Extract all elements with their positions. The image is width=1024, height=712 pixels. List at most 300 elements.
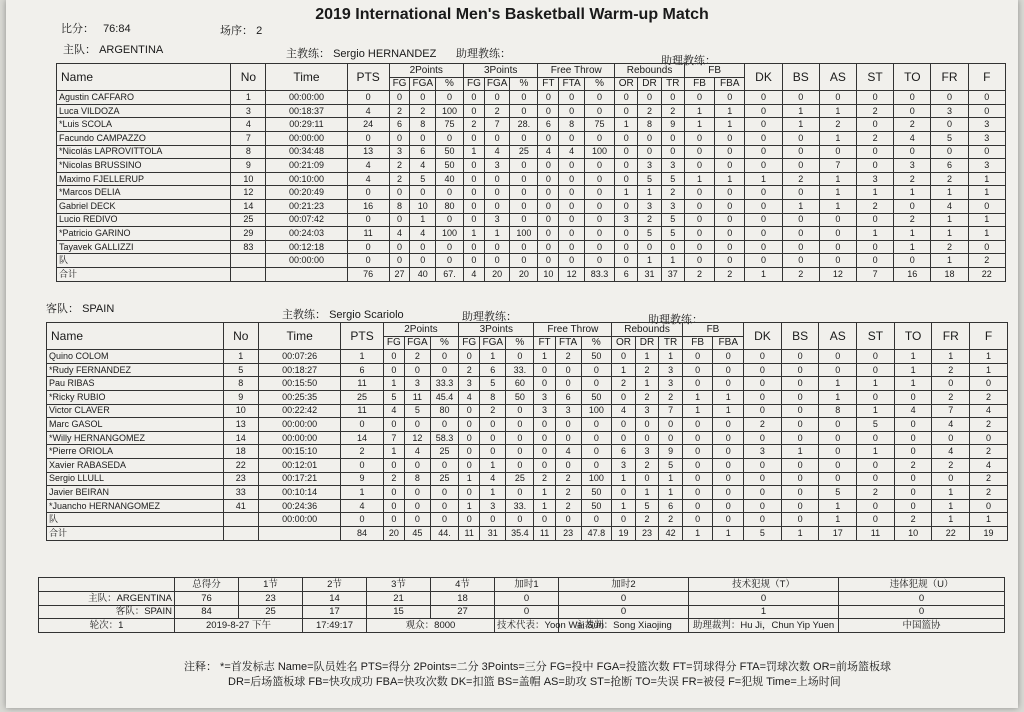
player-name: 合计 [47, 526, 224, 540]
away-coach-name: Sergio Scariolo [329, 309, 404, 321]
stat-cell: 84 [341, 526, 383, 540]
stat-cell: 0 [581, 513, 612, 527]
stat-cell: 14 [223, 431, 258, 445]
stat-cell: 3 [534, 404, 555, 418]
stat-cell: 00:20:49 [266, 186, 347, 200]
player-row [57, 104, 1006, 118]
col-sub-header: % [510, 77, 538, 91]
stat-cell: 19 [970, 526, 1008, 540]
home-coach-label: 主教练： [286, 48, 330, 60]
stat-cell: 80 [430, 404, 458, 418]
stat-cell: 0 [713, 418, 744, 432]
stat-cell: 1 [782, 199, 819, 213]
stat-cell: 0 [819, 145, 856, 159]
stat-cell: 0 [389, 213, 410, 227]
stat-cell: 18 [223, 445, 258, 459]
stat-cell: 0 [538, 172, 559, 186]
stat-cell: 0 [745, 131, 782, 145]
stat-cell: 6 [659, 499, 683, 513]
stat-cell: 0 [819, 363, 857, 377]
stat-cell: 1 [410, 213, 436, 227]
away-team-name: SPAIN [82, 303, 115, 315]
col-sub-header: % [430, 336, 458, 350]
stat-cell: 0 [638, 91, 661, 105]
player-name: Javier BEIRAN [47, 486, 224, 500]
col-fr-header: FR [931, 64, 968, 91]
stat-cell: 41 [223, 499, 258, 513]
stat-cell: 0 [383, 363, 404, 377]
player-name: Tayavek GALLIZZI [57, 240, 231, 254]
stat-cell: 5 [931, 131, 968, 145]
stat-cell: 4 [970, 458, 1008, 472]
stat-cell: 0 [894, 445, 932, 459]
home-coach-line [286, 45, 436, 61]
footer-chief-referee: 主裁判：Song Xiaojing [559, 619, 689, 633]
stat-sheet [6, 0, 1018, 708]
stat-cell: 2 [894, 172, 931, 186]
stat-cell: 25 [510, 145, 538, 159]
home-team-name: ARGENTINA [99, 44, 164, 56]
summary-header: 加时1 [495, 578, 559, 592]
col-sub-header: FGA [480, 336, 506, 350]
col-sub-header: FT [534, 336, 555, 350]
stat-cell: 00:15:50 [258, 377, 340, 391]
stat-cell: 0 [715, 227, 745, 241]
stat-cell: 0 [745, 199, 782, 213]
summary-value: 0 [559, 591, 689, 605]
stat-cell: 1 [682, 526, 713, 540]
stat-cell: 0 [510, 213, 538, 227]
stat-cell: 80 [436, 199, 464, 213]
stat-cell: 1 [612, 499, 636, 513]
stat-cell: 0 [506, 431, 534, 445]
stat-cell: 0 [484, 199, 510, 213]
stat-cell: 3 [968, 118, 1005, 132]
stat-cell: 100 [436, 227, 464, 241]
stat-cell: 0 [781, 472, 819, 486]
stat-cell: 0 [410, 91, 436, 105]
stat-cell: 5 [661, 172, 684, 186]
stat-cell: 1 [968, 172, 1005, 186]
stat-cell: 0 [857, 458, 895, 472]
stat-cell: 0 [389, 254, 410, 268]
player-row [47, 526, 1008, 540]
stat-cell: 2 [555, 472, 581, 486]
stat-cell: 1 [383, 377, 404, 391]
stat-cell: 0 [894, 199, 931, 213]
stat-cell: 1 [684, 118, 714, 132]
stat-cell: 0 [484, 172, 510, 186]
stat-cell: 0 [538, 213, 559, 227]
stat-cell: 0 [534, 363, 555, 377]
stat-cell: 1 [932, 486, 970, 500]
stat-cell [231, 267, 266, 281]
stat-cell: 0 [404, 458, 430, 472]
stat-cell: 0 [430, 418, 458, 432]
stat-cell: 6 [555, 390, 581, 404]
summary-row [39, 591, 1005, 605]
stat-cell: 0 [584, 159, 614, 173]
stat-cell: 0 [555, 458, 581, 472]
summary-value: 14 [303, 591, 367, 605]
stat-cell: 40 [410, 267, 436, 281]
stat-cell: 3 [968, 159, 1005, 173]
home-boxscore-table [56, 63, 1006, 282]
summary-value: 1 [689, 605, 839, 619]
stat-cell: 1 [684, 172, 714, 186]
stat-cell: 0 [684, 131, 714, 145]
stat-cell: 0 [510, 240, 538, 254]
stat-cell: 11 [857, 526, 895, 540]
summary-header: 加时2 [559, 578, 689, 592]
stat-cell: 0 [534, 431, 555, 445]
stat-cell: 3 [857, 172, 894, 186]
stat-cell: 0 [857, 145, 894, 159]
stat-cell: 83.3 [584, 267, 614, 281]
stat-cell: 1 [231, 91, 266, 105]
stat-cell: 1 [894, 186, 931, 200]
col-f-header: F [968, 64, 1005, 91]
stat-cell: 6 [480, 363, 506, 377]
stat-cell: 2 [661, 104, 684, 118]
stat-cell: 0 [510, 254, 538, 268]
summary-corner [39, 578, 175, 592]
away-coach-line [282, 306, 404, 322]
stat-cell: 1 [463, 227, 484, 241]
stat-cell: 0 [782, 254, 819, 268]
stat-cell: 0 [615, 145, 638, 159]
stat-cell: 16 [894, 267, 931, 281]
stat-cell: 0 [894, 431, 932, 445]
stat-cell: 25 [430, 472, 458, 486]
stat-cell: 1 [970, 513, 1008, 527]
stat-cell: 1 [659, 472, 683, 486]
stat-cell: 1 [684, 104, 714, 118]
stat-cell: 1 [970, 350, 1008, 364]
player-name: Victor CLAVER [47, 404, 224, 418]
stat-cell: 2 [968, 254, 1005, 268]
stat-cell: 0 [615, 159, 638, 173]
col-sub-header: TR [661, 77, 684, 91]
footer-time: 17:49:17 [303, 619, 367, 633]
stat-cell: 1 [659, 486, 683, 500]
stat-cell: 0 [506, 458, 534, 472]
stat-cell: 1 [341, 350, 383, 364]
stat-cell: 00:00:00 [266, 254, 347, 268]
stat-cell: 1 [819, 390, 857, 404]
stat-cell: 0 [661, 131, 684, 145]
stat-cell: 31 [480, 526, 506, 540]
stat-cell: 0 [682, 377, 713, 391]
col-group-header: 2Points [383, 323, 458, 337]
home-assistant2-label: 助理教练： [661, 55, 716, 67]
player-name: Lucio REDIVO [57, 213, 231, 227]
stat-cell: 25 [506, 472, 534, 486]
stat-cell: 0 [555, 431, 581, 445]
stat-cell: 0 [931, 91, 968, 105]
stat-cell: 0 [538, 91, 559, 105]
stat-cell: 14 [231, 199, 266, 213]
stat-cell: 7 [231, 131, 266, 145]
stat-cell: 2 [782, 172, 819, 186]
stat-cell: 5 [223, 363, 258, 377]
stat-cell: 45 [404, 526, 430, 540]
stat-cell: 2 [970, 418, 1008, 432]
col-fr-header: FR [932, 323, 970, 350]
stat-cell: 0 [744, 404, 782, 418]
stat-cell: 8 [559, 118, 585, 132]
stat-cell: 0 [559, 172, 585, 186]
col-no-header: No [231, 64, 266, 91]
stat-cell: 60 [506, 377, 534, 391]
stat-cell: 2 [635, 513, 659, 527]
stat-cell: 4 [932, 445, 970, 459]
stat-cell: 3 [480, 499, 506, 513]
stat-cell: 12 [404, 431, 430, 445]
stat-cell: 3 [744, 445, 782, 459]
col-group-header: Rebounds [615, 64, 685, 78]
stat-cell: 1 [781, 445, 819, 459]
stat-cell: 100 [436, 104, 464, 118]
stat-cell: 0 [781, 513, 819, 527]
stat-cell: 3 [635, 404, 659, 418]
stat-cell: 0 [584, 186, 614, 200]
stat-cell: 5 [659, 458, 683, 472]
stat-cell: 1 [819, 377, 857, 391]
stat-cell: 33.3 [430, 377, 458, 391]
stat-cell: 2 [894, 213, 931, 227]
stat-cell: 1 [932, 350, 970, 364]
game-number-value: 2 [256, 25, 263, 37]
stat-cell: 18 [931, 267, 968, 281]
home-coach-name: Sergio HERNANDEZ [333, 48, 437, 60]
player-row [47, 377, 1008, 391]
stat-cell: 0 [715, 254, 745, 268]
stat-cell: 0 [581, 445, 612, 459]
player-row [47, 363, 1008, 377]
stat-cell: 0 [612, 431, 636, 445]
stat-cell: 0 [559, 227, 585, 241]
stat-cell: 8 [231, 145, 266, 159]
stat-cell: 5 [661, 227, 684, 241]
stat-cell: 25 [231, 213, 266, 227]
stat-cell: 0 [612, 350, 636, 364]
stat-cell: 2 [389, 172, 410, 186]
col-dk-header: DK [744, 323, 782, 350]
stat-cell: 0 [857, 499, 895, 513]
stat-cell: 37 [661, 267, 684, 281]
stat-cell: 3 [534, 390, 555, 404]
stat-cell: 1 [661, 254, 684, 268]
stat-cell: 50 [581, 350, 612, 364]
stat-cell [266, 267, 347, 281]
stat-cell: 0 [559, 131, 585, 145]
stat-cell: 0 [782, 186, 819, 200]
player-row [47, 404, 1008, 418]
stat-cell: 0 [684, 91, 714, 105]
stat-cell: 0 [894, 104, 931, 118]
stat-cell: 12 [819, 267, 856, 281]
stat-cell: 00:12:01 [258, 458, 340, 472]
stat-cell: 4 [341, 499, 383, 513]
stat-cell: 00:17:21 [258, 472, 340, 486]
stat-cell: 0 [506, 486, 534, 500]
stat-cell: 00:00:00 [266, 131, 347, 145]
stat-cell: 0 [819, 418, 857, 432]
stat-cell: 0 [968, 145, 1005, 159]
stat-cell: 0 [463, 91, 484, 105]
stat-cell: 00:25:35 [258, 390, 340, 404]
stat-cell: 0 [538, 159, 559, 173]
stat-cell: 2 [857, 104, 894, 118]
stat-cell: 2 [635, 458, 659, 472]
stat-cell: 4 [404, 445, 430, 459]
col-sub-header: % [581, 336, 612, 350]
player-row [57, 172, 1006, 186]
stat-cell: 0 [782, 227, 819, 241]
stat-cell: 2 [555, 499, 581, 513]
stat-cell: 1 [782, 104, 819, 118]
stat-cell: 0 [584, 213, 614, 227]
col-group-header: Rebounds [612, 323, 683, 337]
stat-cell: 0 [684, 227, 714, 241]
player-name: Pau RIBAS [47, 377, 224, 391]
stat-cell: 1 [715, 104, 745, 118]
stat-cell: 0 [661, 145, 684, 159]
stat-cell: 8 [223, 377, 258, 391]
stat-cell: 4 [538, 145, 559, 159]
stat-cell: 2 [782, 267, 819, 281]
summary-header: 技术犯规（T） [689, 578, 839, 592]
stat-cell: 0 [638, 240, 661, 254]
summary-value: 25 [239, 605, 303, 619]
stat-cell: 13 [223, 418, 258, 432]
player-row [57, 267, 1006, 281]
player-row [47, 418, 1008, 432]
stat-cell: 0 [480, 513, 506, 527]
stat-cell: 100 [581, 472, 612, 486]
col-to-header: TO [894, 323, 932, 350]
header-row [47, 323, 1008, 337]
stat-cell: 0 [857, 213, 894, 227]
away-team-label: 客队： [46, 303, 79, 315]
stat-cell: 1 [534, 486, 555, 500]
stat-cell: 0 [436, 91, 464, 105]
stat-cell: 0 [781, 404, 819, 418]
score-label: 比分： [61, 23, 94, 35]
stat-cell: 0 [894, 472, 932, 486]
stat-cell: 0 [534, 445, 555, 459]
stat-cell: 0 [782, 213, 819, 227]
stat-cell: 0 [819, 458, 857, 472]
stat-cell: 1 [894, 363, 932, 377]
stat-cell: 0 [436, 254, 464, 268]
stat-cell: 0 [347, 213, 389, 227]
col-f-header: F [970, 323, 1008, 350]
stat-cell: 50 [436, 159, 464, 173]
stat-cell: 0 [584, 227, 614, 241]
stat-cell: 1 [682, 390, 713, 404]
player-row [57, 159, 1006, 173]
stat-cell: 5 [404, 404, 430, 418]
player-row [57, 186, 1006, 200]
stat-cell: 0 [745, 240, 782, 254]
stat-cell: 0 [581, 363, 612, 377]
stat-cell: 1 [819, 513, 857, 527]
col-sub-header: % [584, 77, 614, 91]
stat-cell: 0 [463, 254, 484, 268]
stat-cell: 4 [894, 404, 932, 418]
stat-cell: 0 [781, 377, 819, 391]
stat-cell [231, 254, 266, 268]
stat-cell: 0 [745, 213, 782, 227]
stat-cell: 0 [615, 172, 638, 186]
col-group-header: Free Throw [538, 64, 615, 78]
stat-cell: 1 [715, 118, 745, 132]
summary-value: 15 [367, 605, 431, 619]
stat-cell [223, 526, 258, 540]
stat-cell: 0 [894, 254, 931, 268]
stat-cell: 0 [635, 472, 659, 486]
stat-cell: 00:24:36 [258, 499, 340, 513]
stat-cell: 00:00:00 [258, 418, 340, 432]
footer-tech-delegate: 技术代表：Yoon Wai Sun [495, 619, 559, 633]
stat-cell: 1 [894, 240, 931, 254]
notes-line-1: 注释： *=首发标志 Name=队员姓名 PTS=得分 2Points=二分 3Points=三分 FG=投中 FGA=投篮次数 FT=罚球得分 FTA=罚球次数 OR=前场篮板球 [184, 661, 891, 673]
stat-cell: 1 [659, 350, 683, 364]
stat-cell: 00:24:03 [266, 227, 347, 241]
stat-cell: 0 [781, 431, 819, 445]
stat-cell: 0 [510, 199, 538, 213]
stat-cell: 0 [745, 254, 782, 268]
stat-cell: 0 [389, 240, 410, 254]
player-name: *Luis SCOLA [57, 118, 231, 132]
stat-cell: 0 [341, 418, 383, 432]
col-name-header: Name [47, 323, 224, 350]
stat-cell: 0 [713, 458, 744, 472]
stat-cell: 2 [612, 377, 636, 391]
stat-cell: 0 [347, 131, 389, 145]
stat-cell: 2 [932, 458, 970, 472]
col-as-header: AS [819, 64, 856, 91]
stat-cell: 2 [970, 445, 1008, 459]
stat-cell: 0 [745, 91, 782, 105]
stat-cell: 50 [436, 145, 464, 159]
stat-cell: 2 [744, 418, 782, 432]
stat-cell: 4 [410, 159, 436, 173]
stat-cell: 31 [638, 267, 661, 281]
stat-cell: 1 [635, 350, 659, 364]
stat-cell: 7 [659, 404, 683, 418]
stat-cell: 3 [231, 104, 266, 118]
stat-cell: 5 [857, 418, 895, 432]
stat-cell: 00:21:23 [266, 199, 347, 213]
player-row [57, 240, 1006, 254]
summary-value: 21 [367, 591, 431, 605]
stat-cell: 0 [430, 458, 458, 472]
stat-cell: 1 [857, 445, 895, 459]
stat-cell: 0 [463, 213, 484, 227]
stat-cell: 1 [894, 377, 932, 391]
stat-cell: 0 [715, 91, 745, 105]
col-pts-header: PTS [347, 64, 389, 91]
stat-cell: 5 [638, 227, 661, 241]
stat-cell: 0 [555, 418, 581, 432]
col-sub-header: OR [615, 77, 638, 91]
stat-cell: 1 [819, 172, 856, 186]
stat-cell: 0 [555, 363, 581, 377]
stat-cell: 0 [615, 131, 638, 145]
